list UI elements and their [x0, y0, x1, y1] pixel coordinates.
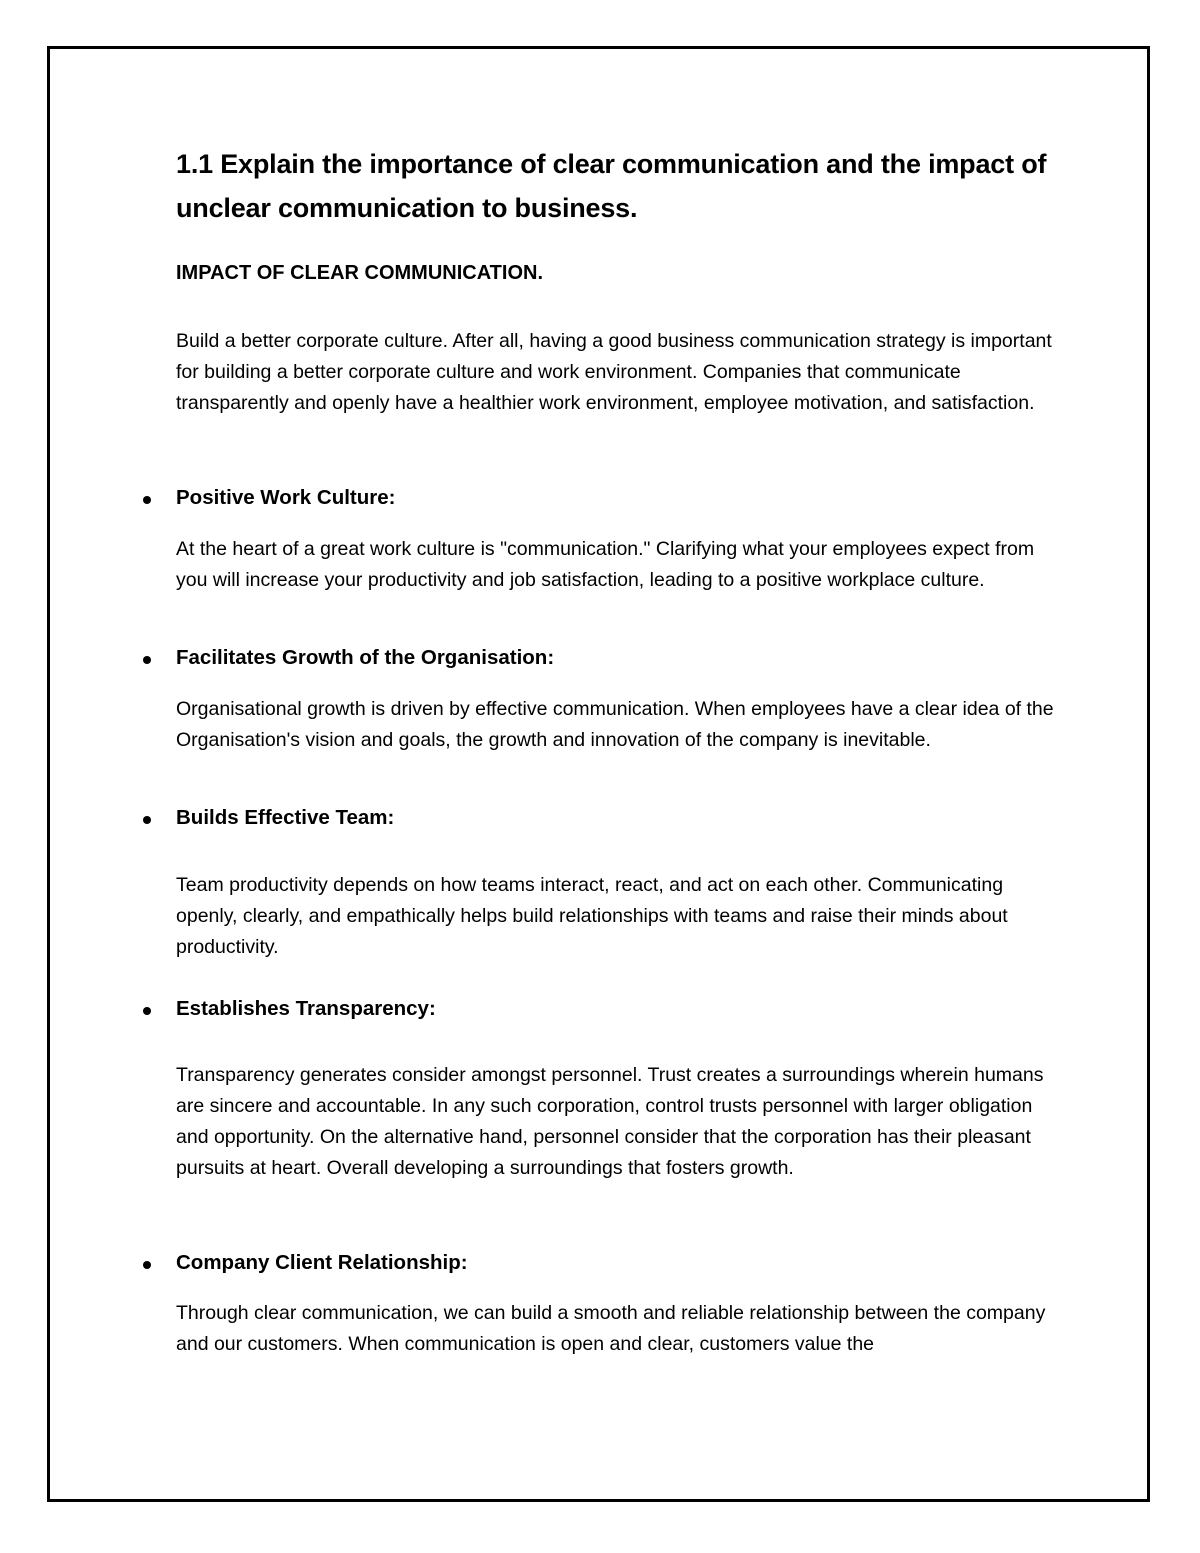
- bullet-icon: [143, 1261, 151, 1269]
- bullet-title-text: Builds Effective Team:: [176, 806, 395, 829]
- section-body: At the heart of a great work culture is "communication." Clarifying what your employees expect from you will increase your productivity and job satisfaction, leading to a positive workplace culture.: [176, 538, 1035, 591]
- section-body: Transparency generates consider amongst personnel. Trust creates a surroundings wherein humans are sincere and accountable. In any such corporation, control trusts personnel with larger obligation and opportunity. On the alternative hand, personnel consider that the corporation has their pleasant pursuits at heart. Overall developing a surroundings that fosters growth.: [176, 1064, 1044, 1179]
- bullet-company-client-relationship: [176, 1251, 468, 1275]
- section-body: Through clear communication, we can build a smooth and reliable relationship between the company and our customers. When communication is open and clear, customers value the: [176, 1302, 1046, 1355]
- bullet-positive-work-culture: [176, 486, 395, 510]
- bullet-icon: [143, 816, 151, 824]
- bullet-facilitates-growth: [176, 646, 554, 670]
- bullet-title-text: Positive Work Culture:: [176, 486, 396, 509]
- bullet-icon: [143, 496, 151, 504]
- section-body: Organisational growth is driven by effective communication. When employees have a clear idea of the Organisation's vision and goals, the growth and innovation of the company is inevitable.: [176, 698, 1054, 751]
- document-content: [176, 142, 1076, 1355]
- section-body: Team productivity depends on how teams interact, react, and act on each other. Communicating openly, clearly, and empathically helps build relationships with teams and raise their minds about productivity.: [176, 874, 1008, 958]
- bullet-builds-effective-team: [176, 806, 394, 830]
- bullet-title-text: Company Client Relationship:: [176, 1251, 468, 1274]
- bullet-icon: [143, 656, 151, 664]
- section-subheading: IMPACT OF CLEAR COMMUNICATION.: [176, 262, 544, 284]
- bullet-title-text: Establishes Transparency:: [176, 997, 436, 1020]
- bullet-icon: [143, 1007, 151, 1015]
- bullet-title-text: Facilitates Growth of the Organisation:: [176, 646, 555, 669]
- document-heading: 1.1 Explain the importance of clear communication and the impact of unclear communication to business.: [176, 149, 1047, 223]
- bullet-establishes-transparency: [176, 997, 436, 1021]
- intro-paragraph: Build a better corporate culture. After all, having a good business communication strategy is important for building a better corporate culture and work environment. Companies that communicate transparently and openly have a healthier work environment, employee motivation, and satisfaction.: [176, 330, 1052, 414]
